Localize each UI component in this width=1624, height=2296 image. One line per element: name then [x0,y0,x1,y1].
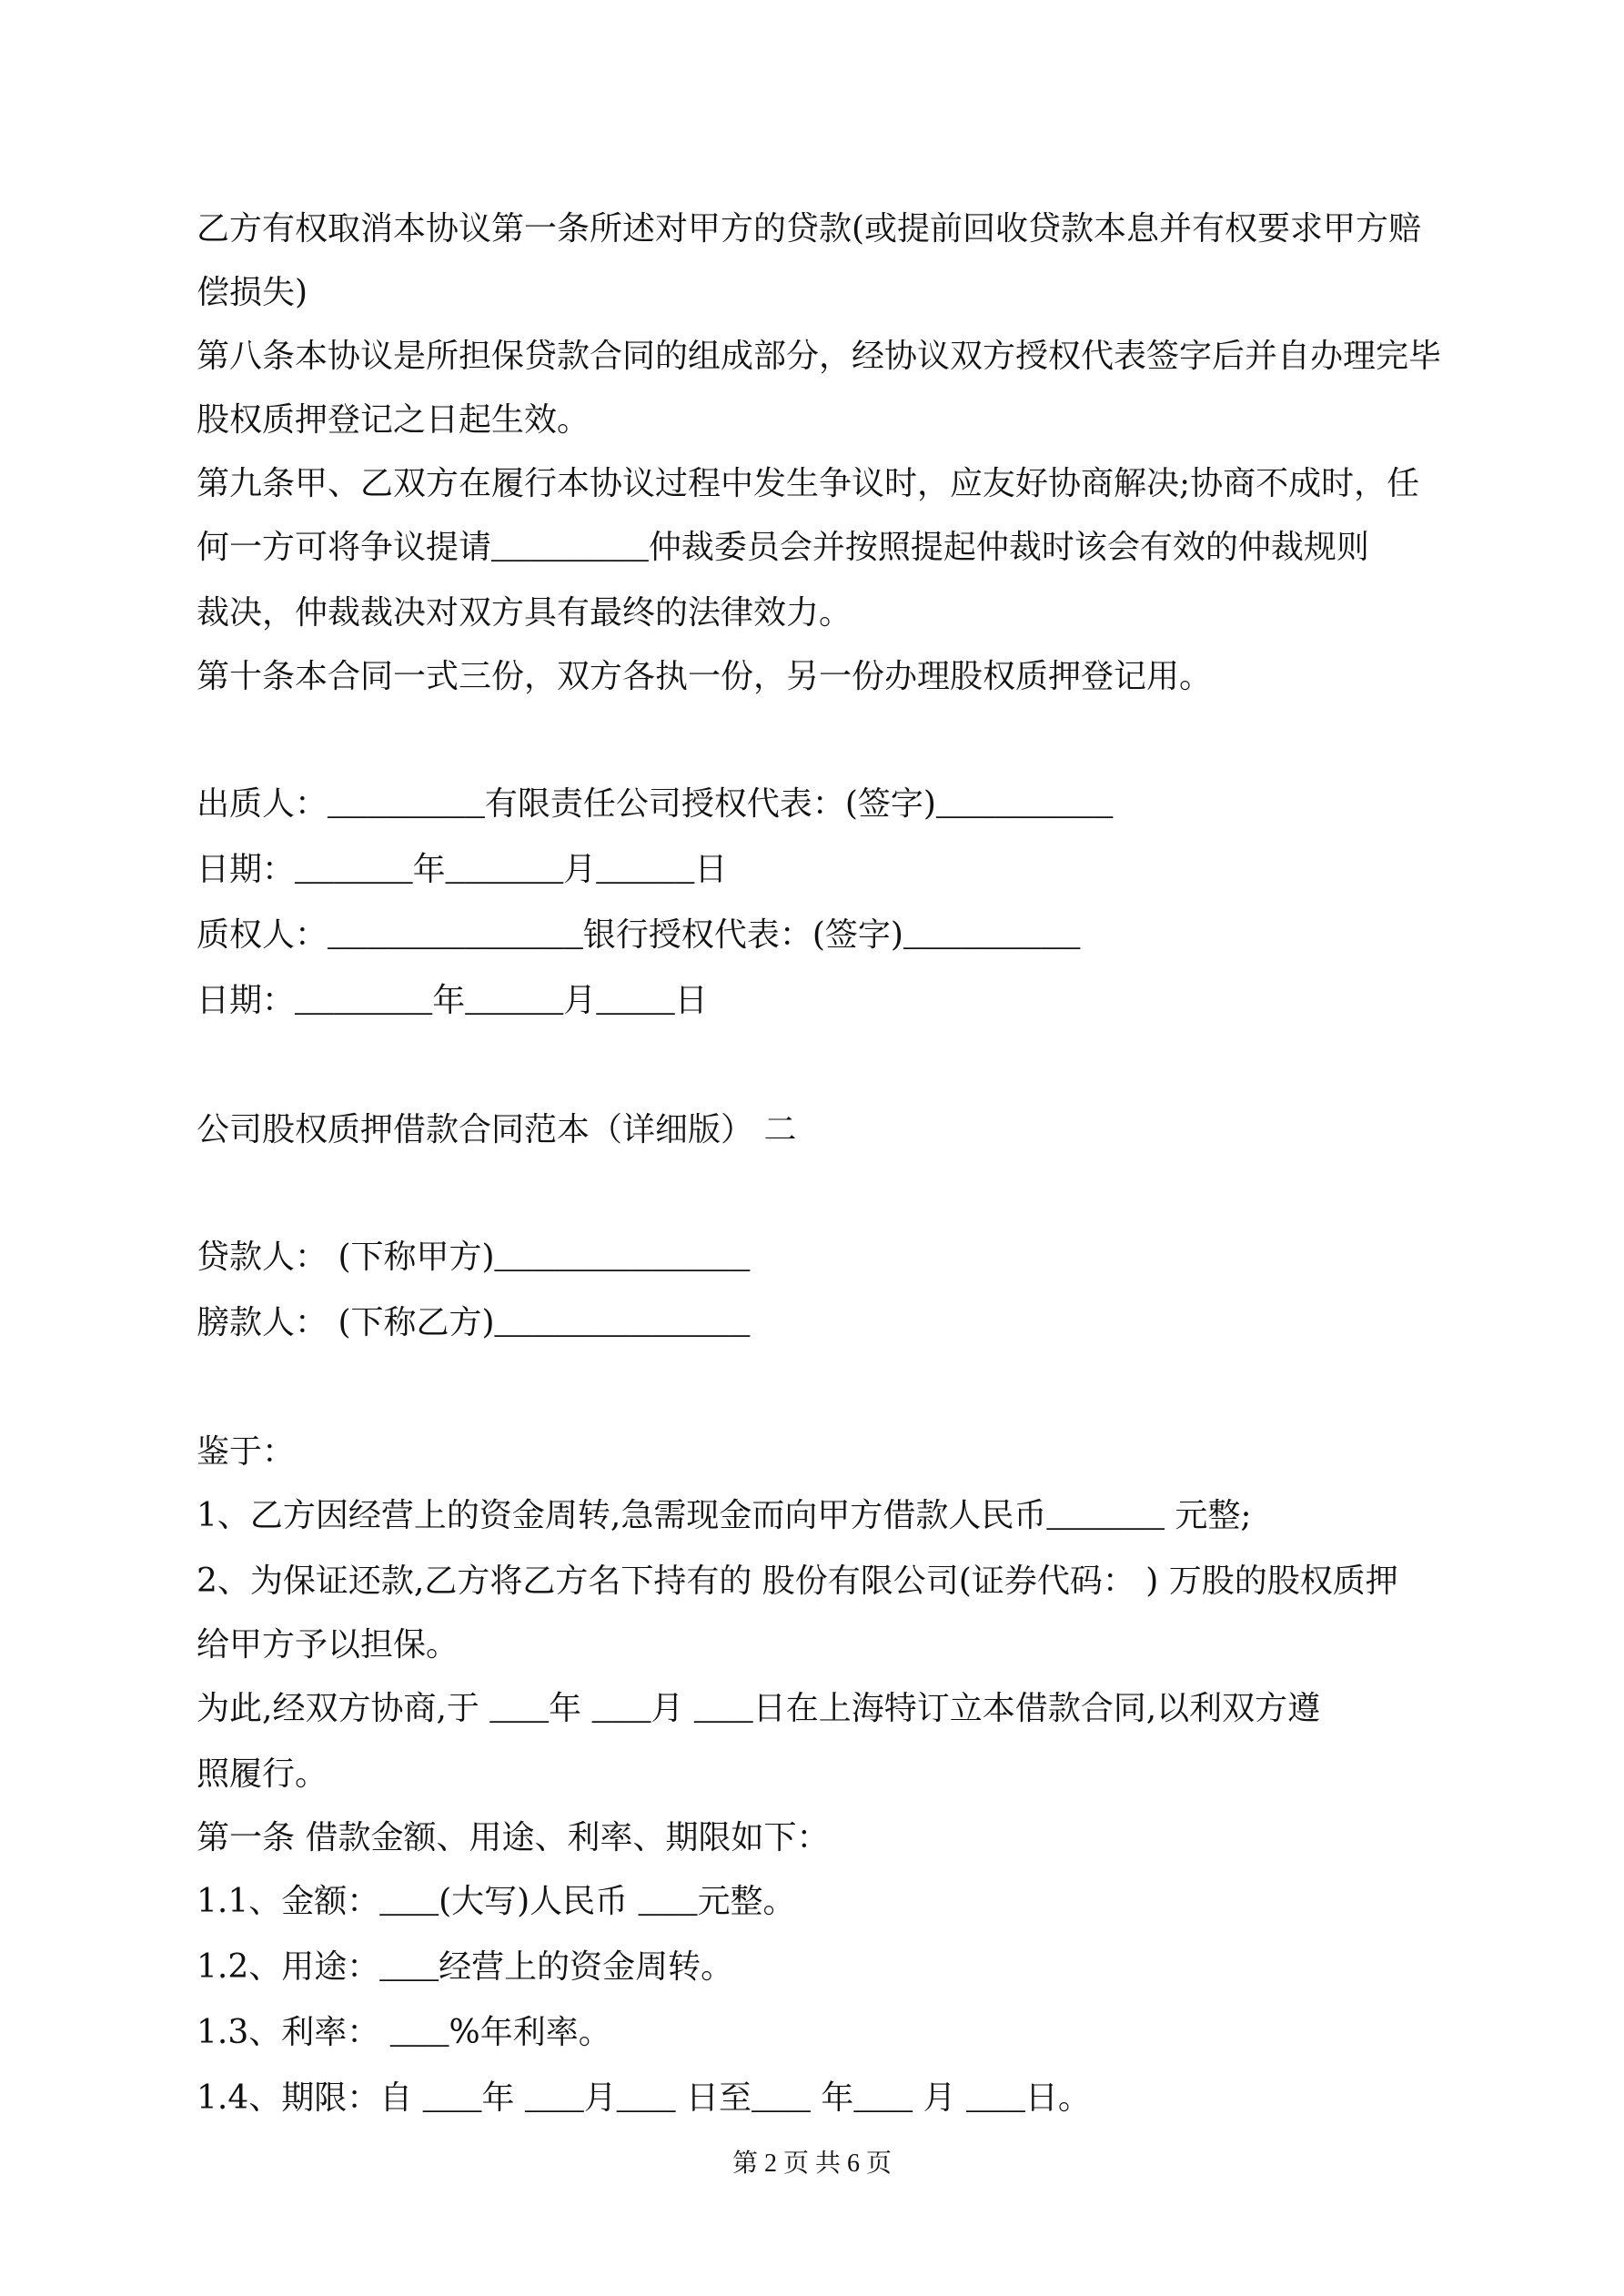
text-segment: 日期： [197,851,296,888]
text-segment: 1、乙方因经营上的资金周转,急需现金而向甲方借款人民币 [197,1497,1047,1534]
text-segment: 2、为保证还款,乙方将乙方名下持有的 股份有限公司(证券代码： ) 万股的股权质押 [197,1563,1398,1600]
text-segment: 日 [694,851,728,888]
fill-in-blank: _____ [465,984,564,1021]
text-line [197,904,1452,969]
text-line [197,773,1452,838]
fill-in-blank: _________ [903,918,1081,956]
fill-in-blank: ___ [591,1692,651,1729]
document-body [197,197,1452,2132]
text-segment: 日在上海特订立本借款合同,以利双方遵 [752,1690,1321,1727]
text-segment: 月 [563,851,597,888]
text-segment: 1.3、利率： [197,2014,390,2051]
text-line [197,1613,1452,1677]
text-segment: 元整; [1164,1497,1252,1534]
empty-line [197,709,1452,773]
text-segment: 第九条甲、乙双方在履行本协议过程中发生争议时，应友好协商解决;协商不成时，任 [197,465,1420,502]
fill-in-blank: ___ [966,2081,1025,2119]
text-segment: 出质人： [197,785,328,823]
empty-line [197,1035,1452,1098]
text-segment: 给甲方予以担保。 [197,1626,459,1664]
text-segment: 公司股权质押借款合同范本（详细版） 二 [197,1111,797,1148]
text-line [197,2067,1452,2132]
fill-in-blank: ________ [328,787,485,824]
fill-in-blank: ___ [379,1950,439,1988]
fill-in-blank: ________ [491,531,649,568]
fill-in-blank: ___ [751,2081,811,2119]
fill-in-blank: ______ [1046,1499,1165,1536]
text-line [197,1226,1452,1291]
text-segment: 乙方有权取消本协议第一条所述对甲方的贷款(或提前回收贷款本息并有权要求甲方赔 [197,210,1422,248]
text-line [197,389,1452,452]
fill-in-blank: ___ [422,2081,482,2119]
fill-in-blank: ___ [489,1692,550,1729]
text-segment: 为此,经双方协商,于 [197,1690,490,1727]
text-line [197,1936,1452,2001]
text-segment: 仲裁委员会并按照提起仲裁时该会有效的仲裁规则 [648,529,1369,566]
text-line [197,1421,1452,1484]
text-segment: 1.1、金额： [197,1883,380,1920]
text-segment: 月 [913,2079,967,2117]
empty-line [197,1357,1452,1421]
text-segment: 膀款人： (下称乙方) [197,1304,495,1341]
fill-in-blank: ___ [853,2081,913,2119]
text-segment: 年 [481,2079,525,2117]
fill-in-blank: ______ [295,853,413,890]
text-segment: 月 [651,1690,694,1727]
text-segment: 何一方可将争议提请 [197,529,492,566]
text-line [197,1743,1452,1806]
text-line [197,1484,1452,1550]
text-line [197,325,1452,389]
text-line [197,2001,1452,2067]
text-segment: 日至 [675,2079,752,2117]
fill-in-blank: _______ [295,984,433,1021]
empty-line [197,1162,1452,1226]
fill-in-blank: ___ [616,2081,676,2119]
fill-in-blank: _____________ [494,1240,751,1278]
text-line [197,1550,1452,1613]
text-segment: 年 [810,2079,854,2117]
text-segment: 贷款人： (下称甲方) [197,1239,495,1276]
text-segment: 有限责任公司授权代表：(签字) [484,785,936,823]
text-line [197,1098,1452,1162]
text-segment: %年利率。 [449,2014,611,2051]
text-segment: 偿损失) [197,274,308,311]
fill-in-blank: ___ [379,1885,439,1922]
text-line [197,645,1452,709]
text-segment: 日。 [1024,2079,1091,2117]
text-line [197,969,1452,1035]
text-segment: 经营上的资金周转。 [439,1948,734,1986]
text-line [197,1806,1452,1870]
fill-in-blank: ___ [693,1692,753,1729]
text-line [197,1870,1452,1936]
fill-in-blank: ___ [524,2081,584,2119]
fill-in-blank: _____________ [328,918,583,956]
text-segment: 年 [412,851,446,888]
text-segment: 照履行。 [197,1755,328,1793]
text-segment: 第十条本合同一式三份，双方各执一份，另一份办理股权质押登记用。 [197,658,1213,695]
text-segment: 第一条 借款金额、用途、利率、期限如下： [197,1819,830,1856]
text-segment: 1.4、期限：自 [197,2079,423,2117]
text-segment: 银行授权代表：(签字) [582,916,903,954]
text-segment: (大写)人民币 [439,1883,639,1920]
text-segment: 元整。 [697,1883,796,1920]
fill-in-blank: ___ [389,2016,449,2053]
fill-in-blank: _________ [935,787,1114,824]
text-segment: 股权质押登记之日起生效。 [197,401,590,439]
text-line [197,838,1452,904]
fill-in-blank: ____ [596,984,675,1021]
text-segment: 裁决，仲裁裁决对双方具有最终的法律效力。 [197,594,852,632]
text-line [197,582,1452,645]
text-segment: 月 [583,2079,617,2117]
text-segment: 日 [674,982,708,1019]
fill-in-blank: ______ [445,853,564,890]
fill-in-blank: _____________ [494,1306,751,1343]
text-segment: 鉴于： [197,1433,296,1471]
text-line [197,261,1452,325]
fill-in-blank: ___ [638,1885,698,1922]
page-footer: 第 2 页 共 6 页 [731,2149,892,2178]
text-segment: 年 [549,1690,592,1727]
text-segment: 质权人： [197,916,328,954]
text-line [197,1291,1452,1357]
text-segment: 第八条本协议是所担保贷款合同的组成部分，经协议双方授权代表签字后并自办理完毕 [197,338,1442,375]
text-segment: 年 [432,982,466,1019]
text-line [197,197,1452,261]
text-segment: 1.2、用途： [197,1948,380,1986]
text-line [197,516,1452,582]
text-line [197,1677,1452,1743]
text-segment: 日期： [197,982,296,1019]
text-line [197,452,1452,516]
fill-in-blank: _____ [596,853,695,890]
text-segment: 月 [563,982,597,1019]
